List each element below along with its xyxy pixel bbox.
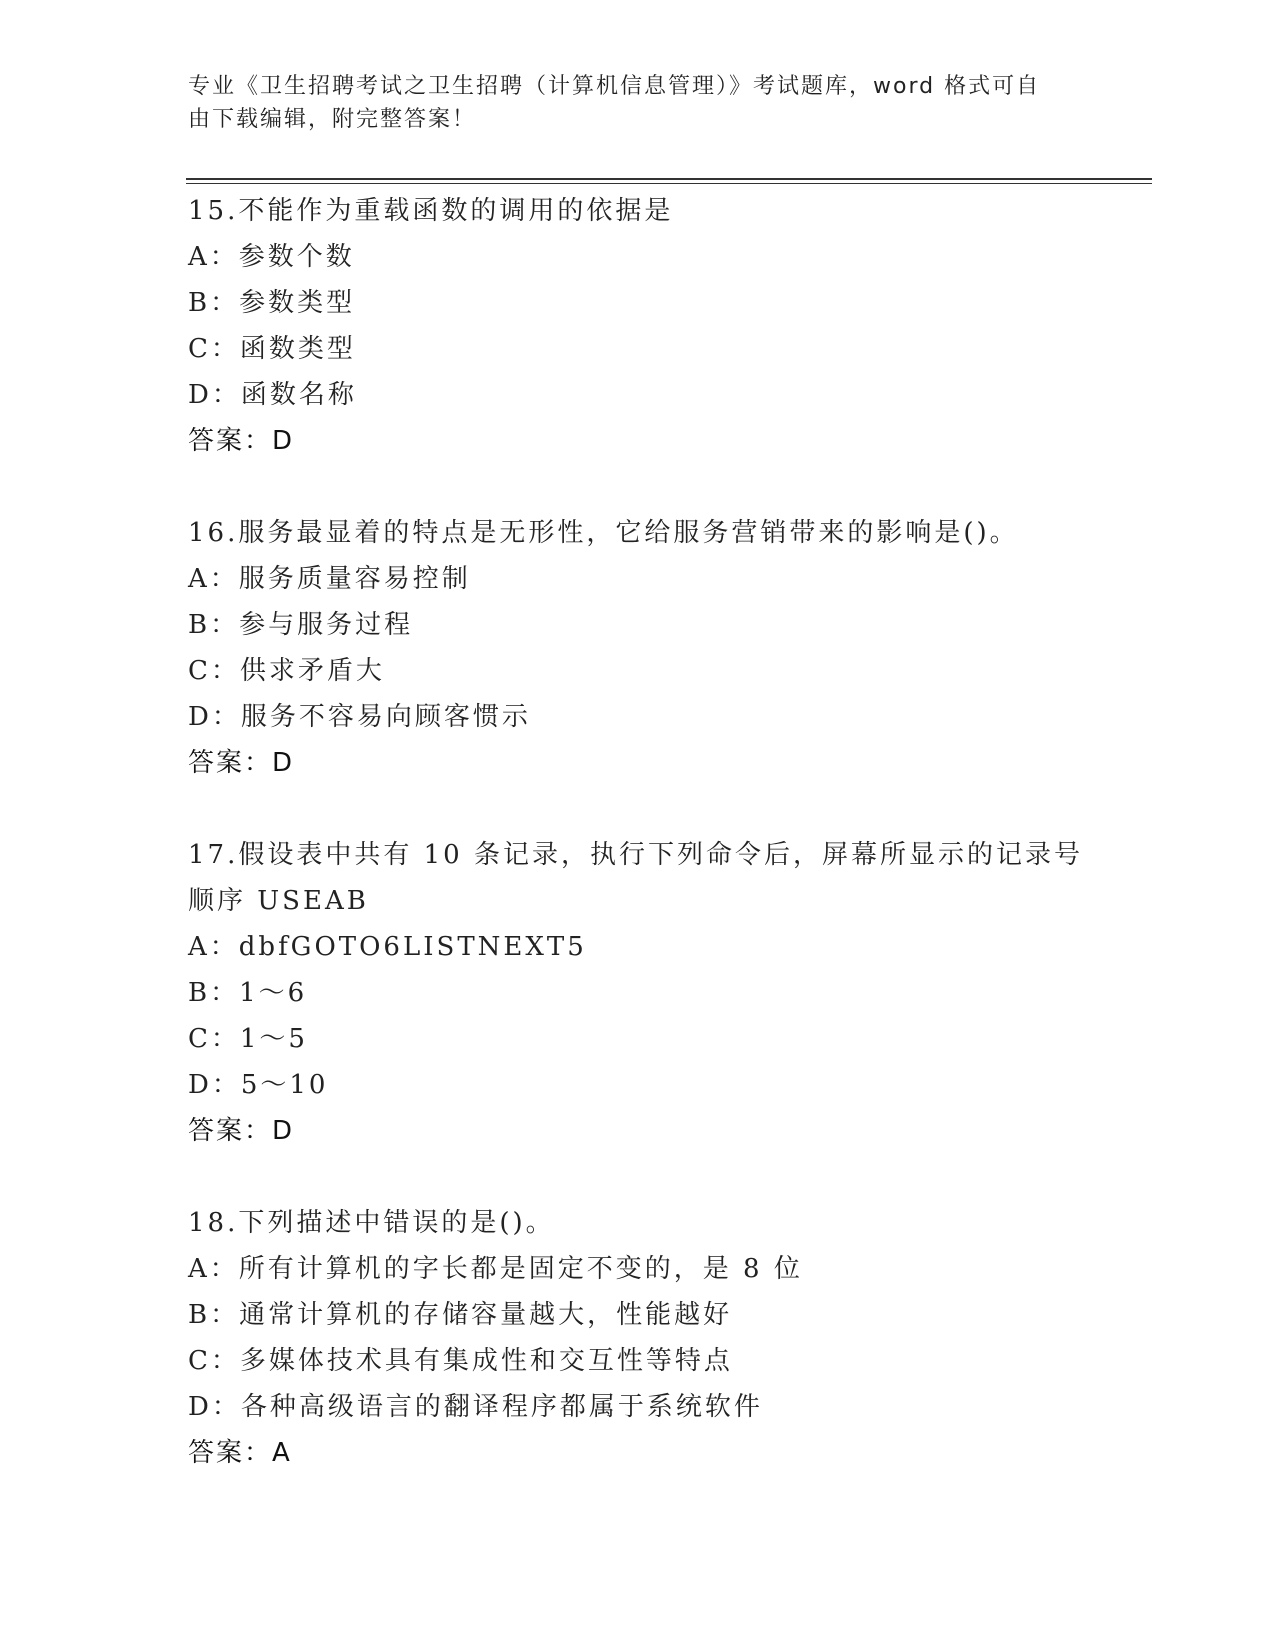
question-18: [188, 1200, 1148, 1476]
option-c: C：函数类型: [188, 334, 356, 364]
option-b: B：通常计算机的存储容量越大，性能越好: [188, 1300, 733, 1330]
question-stem: 16.服务最显着的特点是无形性，它给服务营销带来的影响是()。: [188, 518, 1019, 548]
option-b: B：参与服务过程: [188, 610, 414, 640]
question-16: [188, 510, 1148, 786]
question-17: [188, 832, 1148, 1154]
answer-label: 答案：D: [188, 426, 295, 456]
question-stem: 17.假设表中共有 10 条记录，执行下列命令后，屏幕所显示的记录号: [188, 840, 1083, 870]
option-d: D：各种高级语言的翻译程序都属于系统软件: [188, 1392, 763, 1422]
answer-label: 答案：A: [188, 1438, 292, 1468]
option-a: A：参数个数: [188, 242, 355, 272]
answer-label: 答案：D: [188, 1116, 295, 1146]
option-a: A：dbfGOTO6LISTNEXT5: [188, 932, 587, 962]
question-list: [188, 188, 1148, 1522]
header-divider-thick: [186, 178, 1152, 180]
option-b: B：1～6: [188, 978, 308, 1008]
option-b: B：参数类型: [188, 288, 356, 318]
option-d: D：函数名称: [188, 380, 357, 410]
question-15: [188, 188, 1148, 464]
option-a: A：服务质量容易控制: [188, 564, 471, 594]
document-header: [188, 70, 1068, 136]
question-stem: 15.不能作为重载函数的调用的依据是: [188, 196, 674, 226]
answer-label: 答案：D: [188, 748, 295, 778]
header-line-2: 由下载编辑，附完整答案！: [188, 107, 477, 132]
option-d: D：服务不容易向顾客惯示: [188, 702, 531, 732]
question-stem: 18.下列描述中错误的是()。: [188, 1208, 555, 1238]
option-c: C：多媒体技术具有集成性和交互性等特点: [188, 1346, 733, 1376]
option-a: A：所有计算机的字长都是固定不变的，是 8 位: [188, 1254, 803, 1284]
option-d: D：5～10: [188, 1070, 329, 1100]
header-divider-thin: [186, 183, 1152, 184]
option-c: C：供求矛盾大: [188, 656, 385, 686]
option-c: C：1～5: [188, 1024, 308, 1054]
header-line-1: 专业《卫生招聘考试之卫生招聘（计算机信息管理）》考试题库，word 格式可自: [188, 74, 1041, 99]
question-stem-continued: 顺序 USEAB: [188, 886, 369, 916]
